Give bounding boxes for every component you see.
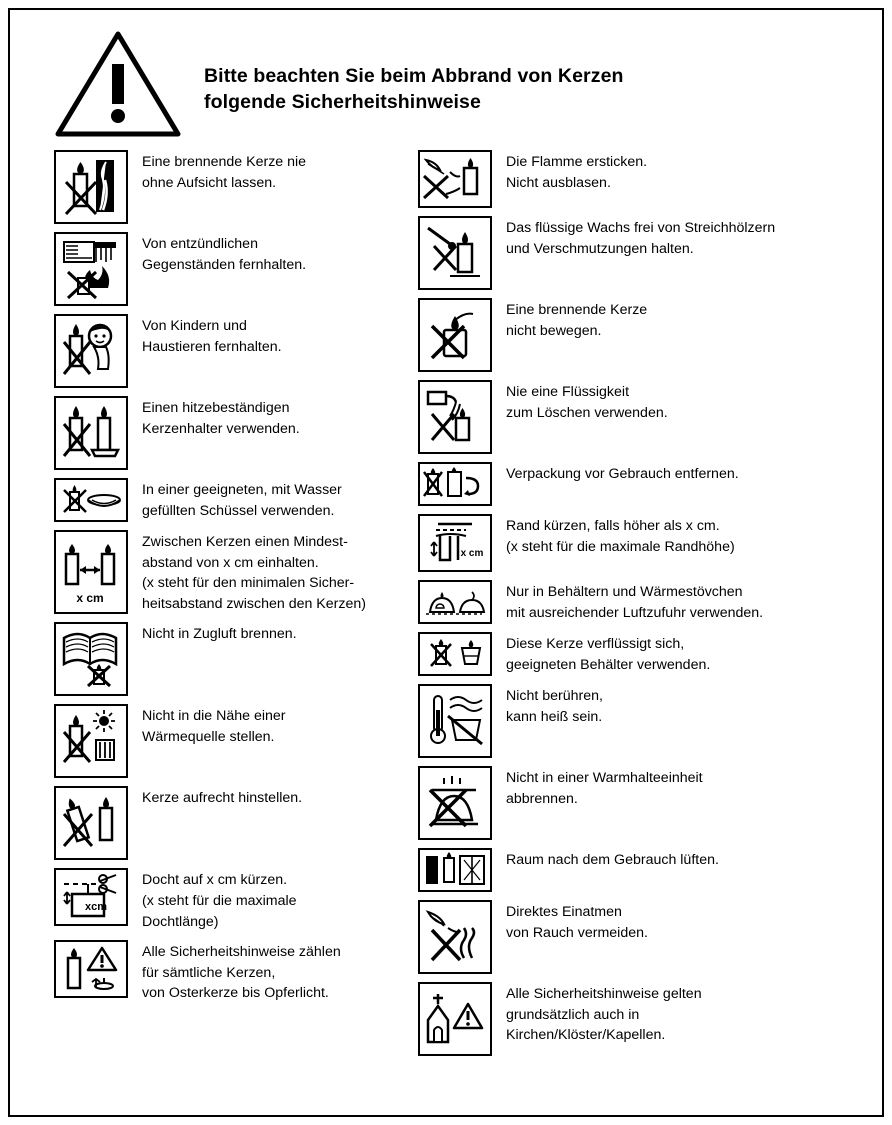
text-line: nicht bewegen. <box>506 322 602 339</box>
list-item-text <box>506 848 719 871</box>
text-line: zum Löschen verwenden. <box>506 404 668 421</box>
list-item-text <box>142 530 366 614</box>
list-item <box>54 232 400 306</box>
no-heat-source-icon <box>54 704 128 778</box>
text-line: Nur in Behältern und Wärmestövchen <box>506 584 743 600</box>
list-item-text <box>142 232 306 275</box>
text-line: Nicht ausblasen. <box>506 174 611 191</box>
text-line: Rand kürzen, falls höher als x cm. <box>506 518 720 534</box>
candle-unattended-prohibited-icon <box>54 150 128 224</box>
list-item <box>418 900 870 974</box>
list-item <box>54 786 400 860</box>
text-line: Direktes Einatmen <box>506 904 622 920</box>
list-item <box>418 462 870 506</box>
text-line: Von entzündlichen <box>142 236 258 252</box>
list-item-text <box>142 622 297 645</box>
text-line: von Osterkerze bis Opferlicht. <box>142 985 329 1002</box>
list-item <box>418 684 870 758</box>
text-line: (x steht für die maximale <box>142 892 297 909</box>
text-line: Diese Kerze verflüssigt sich, <box>506 636 685 652</box>
trim-rim-icon <box>418 514 492 572</box>
text-line: Alle Sicherheitshinweise zählen <box>142 944 341 961</box>
list-item-text <box>142 478 342 521</box>
list-item <box>418 298 870 372</box>
text-line: Einen hitzebeständigen <box>142 400 290 416</box>
text-line: für sämtliche Kerzen, <box>142 964 276 981</box>
heat-resistant-holder-icon <box>54 396 128 470</box>
do-not-move-burning-candle-icon <box>418 298 492 372</box>
text-line: Nicht in Zugluft brennen. <box>142 626 297 643</box>
text-line: ohne Aufsicht lassen. <box>142 174 277 191</box>
list-item-text <box>142 314 282 357</box>
list-item <box>418 216 870 290</box>
list-item <box>54 704 400 778</box>
list-item <box>418 380 870 454</box>
document-header <box>10 10 882 142</box>
list-item <box>418 150 870 208</box>
hot-do-not-touch-icon <box>418 684 492 758</box>
water-filled-bowl-icon <box>54 478 128 522</box>
text-line: Von Kindern und <box>142 318 247 334</box>
list-item-text <box>142 786 302 809</box>
text-line: abstand von x cm einhalten. <box>142 554 319 571</box>
liquefying-candle-container-icon <box>418 632 492 676</box>
text-line: (x steht für die maximale Randhöhe) <box>506 538 735 555</box>
text-line: Gegenständen fernhalten. <box>142 256 307 273</box>
text-line: grundsätzlich auch in <box>506 1006 640 1023</box>
text-line: Raum nach dem Gebrauch lüften. <box>506 852 719 868</box>
list-item-text <box>142 704 286 747</box>
list-item <box>418 766 870 840</box>
page-title <box>204 64 624 115</box>
list-item-text <box>506 766 703 809</box>
text-line: heitsabstand zwischen den Kerzen) <box>142 595 366 612</box>
text-line: Dochtlänge) <box>142 913 219 930</box>
list-item <box>418 848 870 892</box>
text-line: und Verschmutzungen halten. <box>506 240 694 257</box>
list-item <box>54 478 400 522</box>
text-line: Die Flamme ersticken. <box>506 154 648 170</box>
text-line: Nie eine Flüssigkeit <box>506 384 630 400</box>
list-item-text <box>506 514 735 557</box>
text-line: Nicht in die Nähe einer <box>142 708 286 725</box>
list-item <box>418 632 870 676</box>
right-column <box>400 150 870 1064</box>
text-line: mit ausreichender Luftzufuhr verwenden. <box>506 604 764 621</box>
list-item <box>418 982 870 1056</box>
text-line: Kerzenhalter verwenden. <box>142 420 300 437</box>
no-matches-in-wax-icon <box>418 216 492 290</box>
list-item-text <box>506 380 668 423</box>
list-item-text <box>506 632 710 675</box>
list-item-text <box>142 150 306 193</box>
text-line: gefüllten Schüssel verwenden. <box>142 502 335 519</box>
left-column <box>10 150 400 1064</box>
list-item-text <box>506 298 647 341</box>
no-draught-icon <box>54 622 128 696</box>
list-item-text <box>506 900 648 943</box>
text-line: Das flüssige Wachs frei von Streichhölzern <box>506 220 776 236</box>
list-item <box>418 514 870 572</box>
page-title-line2: folgende Sicherheitshinweise <box>204 90 481 113</box>
text-line: kann heiß sein. <box>506 708 603 725</box>
upright-candle-icon <box>54 786 128 860</box>
text-line: abbrennen. <box>506 790 578 807</box>
use-in-warmer-with-airflow-icon <box>418 580 492 624</box>
list-item <box>54 396 400 470</box>
text-line: Docht auf x cm kürzen. <box>142 872 288 889</box>
text-line: Alle Sicherheitshinweise gelten <box>506 986 702 1002</box>
no-warming-unit-icon <box>418 766 492 840</box>
minimum-distance-icon <box>54 530 128 614</box>
text-line: Nicht in einer Warmhalteeinheit <box>506 770 703 786</box>
churches-chapels-icon <box>418 982 492 1056</box>
children-pets-prohibited-icon <box>54 314 128 388</box>
svg-text:x cm: x cm <box>460 548 484 559</box>
no-liquid-extinguish-icon <box>418 380 492 454</box>
extinguish-not-blow-icon <box>418 150 492 208</box>
list-item <box>54 150 400 224</box>
avoid-smoke-inhalation-icon <box>418 900 492 974</box>
list-item <box>54 314 400 388</box>
remove-packaging-icon <box>418 462 492 506</box>
list-item <box>418 580 870 624</box>
list-item <box>54 622 400 696</box>
text-line: Wärmequelle stellen. <box>142 728 275 745</box>
page-title-line1: Bitte beachten Sie beim Abbrand von Kerzen <box>204 65 624 87</box>
text-line: Verpackung vor Gebrauch entfernen. <box>506 466 739 482</box>
text-line: von Rauch vermeiden. <box>506 924 648 941</box>
text-line: Haustieren fernhalten. <box>142 338 282 355</box>
list-item-text <box>506 982 702 1046</box>
list-item-text <box>506 684 603 727</box>
warning-triangle-icon <box>54 28 182 140</box>
list-item <box>54 530 400 614</box>
text-line: Kirchen/Klöster/Kapellen. <box>506 1027 666 1044</box>
text-line: Eine brennende Kerze nie <box>142 154 307 170</box>
text-line: Kerze aufrecht hinstellen. <box>142 790 303 807</box>
document-frame <box>8 8 884 1117</box>
list-item-text <box>142 940 341 1004</box>
list-item-text <box>142 396 300 439</box>
list-item-text <box>506 150 647 193</box>
text-line: Zwischen Kerzen einen Mindest- <box>142 534 348 550</box>
text-line: (x steht für den minimalen Sicher- <box>142 575 355 592</box>
list-item <box>54 868 400 932</box>
svg-text:xcm: xcm <box>84 901 108 914</box>
list-item <box>54 940 400 1004</box>
all-safety-notes-icon <box>54 940 128 998</box>
flammable-objects-prohibited-icon <box>54 232 128 306</box>
ventilate-room-icon <box>418 848 492 892</box>
list-item-text <box>506 580 763 623</box>
svg-text:x cm: x cm <box>76 591 104 605</box>
text-line: Nicht berühren, <box>506 688 603 704</box>
text-line: Eine brennende Kerze <box>506 302 648 318</box>
text-line: In einer geeigneten, mit Wasser <box>142 482 342 498</box>
trim-wick-icon <box>54 868 128 926</box>
list-item-text <box>142 868 297 932</box>
list-item-text <box>506 216 775 259</box>
list-item-text <box>506 462 739 485</box>
instructions-columns <box>10 142 882 1064</box>
text-line: geeigneten Behälter verwenden. <box>506 656 711 673</box>
